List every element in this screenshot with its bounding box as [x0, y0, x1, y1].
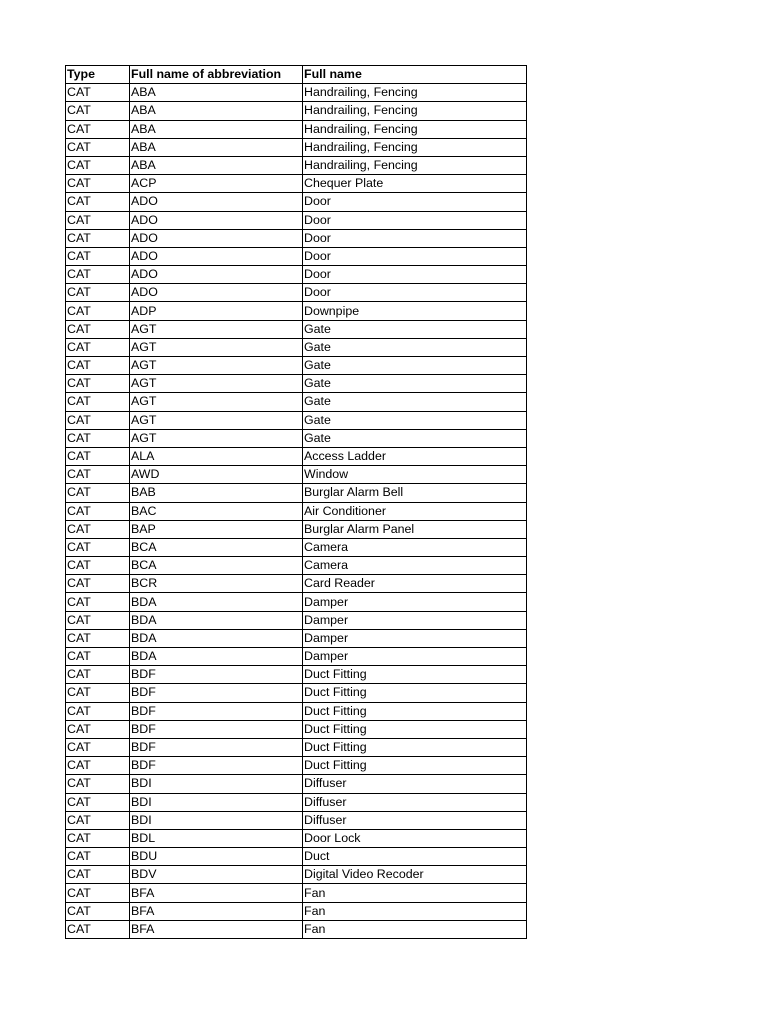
- cell-abbreviation: AGT: [130, 429, 303, 447]
- cell-full-name: Diffuser: [303, 793, 527, 811]
- cell-full-name: Duct Fitting: [303, 720, 527, 738]
- cell-abbreviation: BCR: [130, 575, 303, 593]
- cell-type: CAT: [66, 266, 130, 284]
- cell-type: CAT: [66, 684, 130, 702]
- cell-full-name: Window: [303, 466, 527, 484]
- table-row: [66, 648, 527, 666]
- header-abbreviation: Full name of abbreviation: [130, 66, 303, 84]
- cell-type: CAT: [66, 502, 130, 520]
- cell-type: CAT: [66, 338, 130, 356]
- cell-abbreviation: BDF: [130, 738, 303, 756]
- table-row: [66, 629, 527, 647]
- cell-abbreviation: BFA: [130, 884, 303, 902]
- cell-full-name: Damper: [303, 611, 527, 629]
- table-row: [66, 793, 527, 811]
- cell-full-name: Duct Fitting: [303, 702, 527, 720]
- table-row: [66, 720, 527, 738]
- cell-full-name: Air Conditioner: [303, 502, 527, 520]
- cell-type: CAT: [66, 738, 130, 756]
- cell-full-name: Camera: [303, 538, 527, 556]
- cell-type: CAT: [66, 648, 130, 666]
- cell-abbreviation: ALA: [130, 447, 303, 465]
- cell-full-name: Chequer Plate: [303, 175, 527, 193]
- cell-type: CAT: [66, 629, 130, 647]
- cell-type: CAT: [66, 829, 130, 847]
- cell-abbreviation: BDU: [130, 848, 303, 866]
- cell-abbreviation: ADO: [130, 211, 303, 229]
- cell-abbreviation: BDF: [130, 702, 303, 720]
- table-row: [66, 193, 527, 211]
- cell-type: CAT: [66, 720, 130, 738]
- cell-full-name: Door: [303, 284, 527, 302]
- cell-type: CAT: [66, 411, 130, 429]
- cell-full-name: Duct: [303, 848, 527, 866]
- table-row: [66, 593, 527, 611]
- cell-abbreviation: ABA: [130, 84, 303, 102]
- table-row: [66, 811, 527, 829]
- cell-abbreviation: ADO: [130, 284, 303, 302]
- cell-type: CAT: [66, 702, 130, 720]
- cell-type: CAT: [66, 102, 130, 120]
- cell-full-name: Gate: [303, 429, 527, 447]
- cell-full-name: Damper: [303, 593, 527, 611]
- cell-full-name: Downpipe: [303, 302, 527, 320]
- cell-type: CAT: [66, 447, 130, 465]
- table-row: [66, 902, 527, 920]
- cell-full-name: Handrailing, Fencing: [303, 84, 527, 102]
- cell-type: CAT: [66, 393, 130, 411]
- table-row: [66, 611, 527, 629]
- cell-type: CAT: [66, 757, 130, 775]
- cell-full-name: Gate: [303, 357, 527, 375]
- cell-type: CAT: [66, 229, 130, 247]
- cell-abbreviation: AGT: [130, 357, 303, 375]
- cell-full-name: Gate: [303, 375, 527, 393]
- table-row: [66, 502, 527, 520]
- cell-type: CAT: [66, 902, 130, 920]
- cell-abbreviation: ADO: [130, 247, 303, 265]
- cell-abbreviation: ABA: [130, 102, 303, 120]
- cell-abbreviation: BDF: [130, 720, 303, 738]
- abbreviation-table: [65, 65, 527, 939]
- cell-type: CAT: [66, 120, 130, 138]
- cell-full-name: Card Reader: [303, 575, 527, 593]
- cell-abbreviation: BFA: [130, 902, 303, 920]
- cell-full-name: Duct Fitting: [303, 757, 527, 775]
- table-row: [66, 211, 527, 229]
- cell-type: CAT: [66, 302, 130, 320]
- cell-type: CAT: [66, 793, 130, 811]
- table-row: [66, 738, 527, 756]
- cell-type: CAT: [66, 84, 130, 102]
- table-row: [66, 848, 527, 866]
- cell-abbreviation: AGT: [130, 338, 303, 356]
- cell-abbreviation: BDI: [130, 811, 303, 829]
- table-row: [66, 302, 527, 320]
- table-row: [66, 520, 527, 538]
- cell-abbreviation: BDI: [130, 775, 303, 793]
- table-row: [66, 884, 527, 902]
- cell-type: CAT: [66, 320, 130, 338]
- cell-abbreviation: AGT: [130, 375, 303, 393]
- cell-type: CAT: [66, 811, 130, 829]
- cell-type: CAT: [66, 775, 130, 793]
- table-row: [66, 247, 527, 265]
- table-row: [66, 757, 527, 775]
- cell-type: CAT: [66, 611, 130, 629]
- table-row: [66, 411, 527, 429]
- cell-type: CAT: [66, 593, 130, 611]
- cell-abbreviation: ABA: [130, 120, 303, 138]
- table-row: [66, 320, 527, 338]
- cell-full-name: Door Lock: [303, 829, 527, 847]
- cell-type: CAT: [66, 156, 130, 174]
- table-row: [66, 702, 527, 720]
- cell-type: CAT: [66, 211, 130, 229]
- cell-abbreviation: BAP: [130, 520, 303, 538]
- cell-abbreviation: BDA: [130, 629, 303, 647]
- cell-type: CAT: [66, 538, 130, 556]
- table-row: [66, 393, 527, 411]
- cell-full-name: Gate: [303, 338, 527, 356]
- cell-abbreviation: BDL: [130, 829, 303, 847]
- table-row: [66, 138, 527, 156]
- table-row: [66, 429, 527, 447]
- cell-type: CAT: [66, 175, 130, 193]
- table-row: [66, 338, 527, 356]
- cell-full-name: Duct Fitting: [303, 666, 527, 684]
- cell-abbreviation: BCA: [130, 557, 303, 575]
- cell-type: CAT: [66, 357, 130, 375]
- cell-abbreviation: ABA: [130, 156, 303, 174]
- cell-full-name: Handrailing, Fencing: [303, 156, 527, 174]
- table-row: [66, 484, 527, 502]
- cell-type: CAT: [66, 375, 130, 393]
- cell-type: CAT: [66, 848, 130, 866]
- cell-type: CAT: [66, 666, 130, 684]
- header-type: Type: [66, 66, 130, 84]
- cell-abbreviation: BDA: [130, 611, 303, 629]
- cell-abbreviation: BDI: [130, 793, 303, 811]
- table-header-row: [66, 66, 527, 84]
- table-row: [66, 557, 527, 575]
- cell-type: CAT: [66, 138, 130, 156]
- table-row: [66, 102, 527, 120]
- cell-abbreviation: ADO: [130, 229, 303, 247]
- table-row: [66, 575, 527, 593]
- cell-type: CAT: [66, 484, 130, 502]
- cell-abbreviation: AWD: [130, 466, 303, 484]
- cell-abbreviation: ACP: [130, 175, 303, 193]
- cell-full-name: Gate: [303, 411, 527, 429]
- table-row: [66, 175, 527, 193]
- cell-full-name: Door: [303, 229, 527, 247]
- table-body: [66, 84, 527, 939]
- table-row: [66, 866, 527, 884]
- cell-type: CAT: [66, 284, 130, 302]
- cell-abbreviation: BDV: [130, 866, 303, 884]
- cell-abbreviation: ADO: [130, 193, 303, 211]
- table-row: [66, 920, 527, 938]
- cell-abbreviation: AGT: [130, 393, 303, 411]
- cell-abbreviation: ABA: [130, 138, 303, 156]
- cell-abbreviation: BCA: [130, 538, 303, 556]
- cell-abbreviation: BFA: [130, 920, 303, 938]
- cell-type: CAT: [66, 557, 130, 575]
- cell-abbreviation: AGT: [130, 411, 303, 429]
- cell-type: CAT: [66, 466, 130, 484]
- cell-full-name: Diffuser: [303, 811, 527, 829]
- table-row: [66, 84, 527, 102]
- cell-abbreviation: BDF: [130, 666, 303, 684]
- header-full-name: Full name: [303, 66, 527, 84]
- cell-full-name: Door: [303, 193, 527, 211]
- table-row: [66, 120, 527, 138]
- cell-type: CAT: [66, 884, 130, 902]
- cell-full-name: Duct Fitting: [303, 684, 527, 702]
- cell-abbreviation: BDF: [130, 757, 303, 775]
- table-row: [66, 229, 527, 247]
- cell-full-name: Fan: [303, 920, 527, 938]
- cell-full-name: Digital Video Recoder: [303, 866, 527, 884]
- cell-abbreviation: BDF: [130, 684, 303, 702]
- cell-full-name: Door: [303, 247, 527, 265]
- cell-type: CAT: [66, 920, 130, 938]
- cell-type: CAT: [66, 429, 130, 447]
- table-row: [66, 156, 527, 174]
- cell-full-name: Door: [303, 266, 527, 284]
- cell-full-name: Damper: [303, 629, 527, 647]
- cell-type: CAT: [66, 520, 130, 538]
- table-row: [66, 775, 527, 793]
- table-row: [66, 284, 527, 302]
- cell-abbreviation: BDA: [130, 593, 303, 611]
- table-row: [66, 538, 527, 556]
- cell-full-name: Burglar Alarm Bell: [303, 484, 527, 502]
- cell-full-name: Burglar Alarm Panel: [303, 520, 527, 538]
- cell-full-name: Door: [303, 211, 527, 229]
- cell-abbreviation: BAC: [130, 502, 303, 520]
- cell-full-name: Handrailing, Fencing: [303, 138, 527, 156]
- cell-abbreviation: ADO: [130, 266, 303, 284]
- cell-type: CAT: [66, 866, 130, 884]
- table-row: [66, 829, 527, 847]
- table-row: [66, 357, 527, 375]
- cell-full-name: Handrailing, Fencing: [303, 120, 527, 138]
- cell-type: CAT: [66, 575, 130, 593]
- cell-full-name: Gate: [303, 393, 527, 411]
- cell-type: CAT: [66, 193, 130, 211]
- cell-abbreviation: BAB: [130, 484, 303, 502]
- table-row: [66, 266, 527, 284]
- table-row: [66, 375, 527, 393]
- table-row: [66, 684, 527, 702]
- table-row: [66, 466, 527, 484]
- cell-full-name: Handrailing, Fencing: [303, 102, 527, 120]
- cell-full-name: Diffuser: [303, 775, 527, 793]
- cell-full-name: Duct Fitting: [303, 738, 527, 756]
- cell-full-name: Fan: [303, 884, 527, 902]
- cell-full-name: Camera: [303, 557, 527, 575]
- cell-full-name: Fan: [303, 902, 527, 920]
- cell-full-name: Access Ladder: [303, 447, 527, 465]
- cell-abbreviation: BDA: [130, 648, 303, 666]
- cell-abbreviation: ADP: [130, 302, 303, 320]
- cell-abbreviation: AGT: [130, 320, 303, 338]
- cell-full-name: Gate: [303, 320, 527, 338]
- cell-type: CAT: [66, 247, 130, 265]
- table-row: [66, 666, 527, 684]
- cell-full-name: Damper: [303, 648, 527, 666]
- table-row: [66, 447, 527, 465]
